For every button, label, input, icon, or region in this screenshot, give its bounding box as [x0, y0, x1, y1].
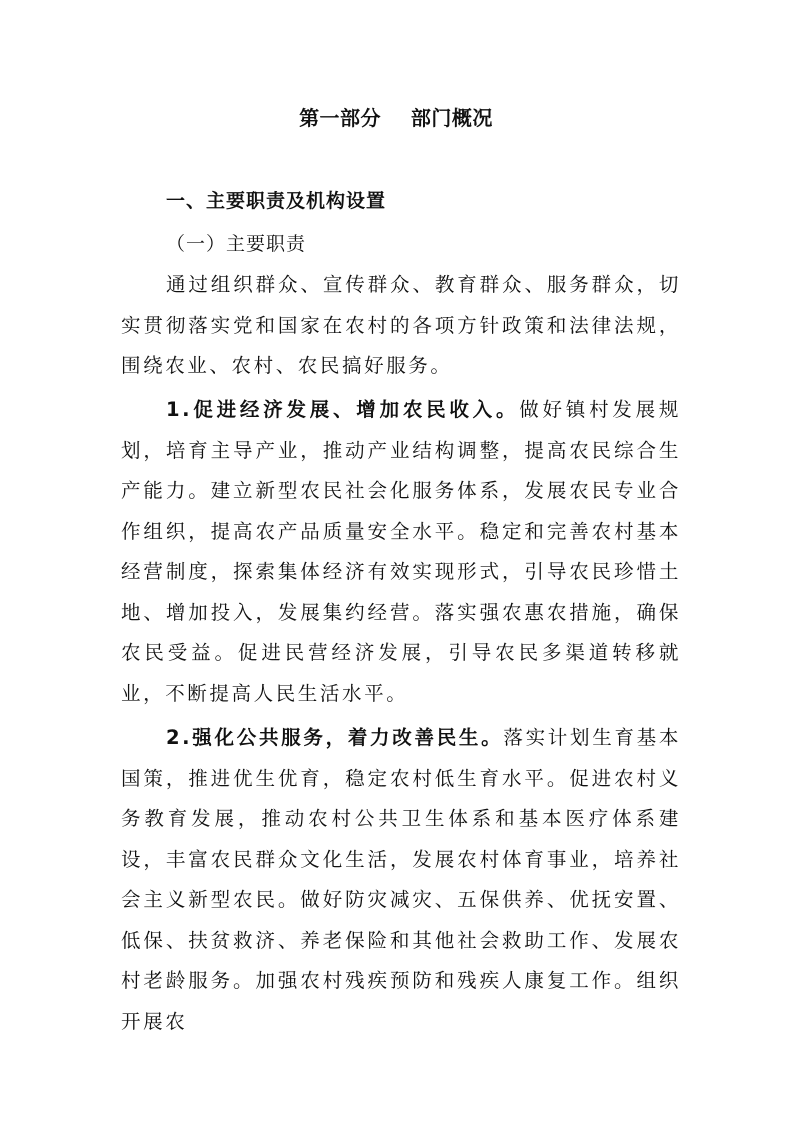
paragraph-economic-development	[121, 390, 681, 714]
paragraph-lead: 2.强化公共服务，着力改善民生。	[166, 726, 504, 749]
page-title: 第一部分 部门概况	[299, 106, 493, 130]
paragraph-lead: 1.促进经济发展、增加农民收入。	[166, 398, 520, 421]
paragraph-text: 通过组织群众、宣传群众、教育群众、服务群众，切实贯彻落实党和国家在农村的各项方针政策和法律法规，围绕农业、农村、农民搞好服务。	[121, 273, 681, 377]
paragraph-intro	[121, 265, 681, 387]
paragraph-text: 做好镇村发展规划，培育主导产业，推动产业结构调整，提高农民综合生产能力。建立新型农民社会化服务体系，发展农民专业合作组织，提高农产品质量安全水平。稳定和完善农村基本经营制度，探索集体经济有效实现形式，引导农民珍惜土地、增加投入，发展集约经营。落实强农惠农措施，确保农民受益。促进民营经济发展，引导农民多渠道转移就业，不断提高人民生活水平。	[121, 398, 681, 705]
sub-heading: （一）主要职责	[166, 233, 307, 255]
section-heading: 一、主要职责及机构设置	[166, 190, 387, 212]
paragraph-public-service	[121, 718, 681, 1042]
paragraph-text: 落实计划生育基本国策，推进优生优育，稳定农村低生育水平。促进农村义务教育发展，推动农村公共卫生体系和基本医疗体系建设，丰富农民群众文化生活，发展农村体育事业，培养社会主义新型农民。做好防灾减灾、五保供养、优抚安置、低保、扶贫救济、养老保险和其他社会救助工作、发展农村老龄服务。加强农村残疾预防和残疾人康复工作。组织开展农	[121, 726, 681, 1033]
